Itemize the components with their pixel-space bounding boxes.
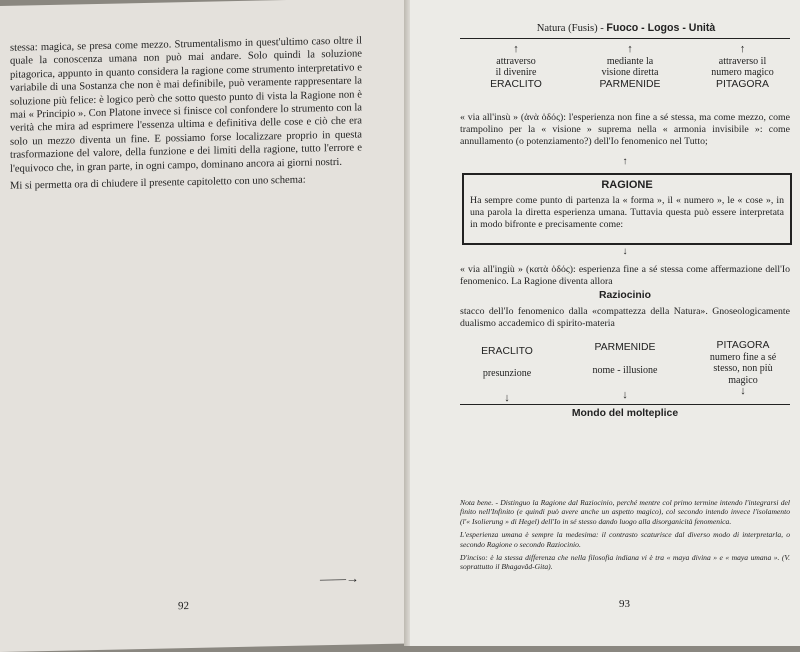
page-number-left: 92: [178, 600, 189, 613]
top-column-parmenide: [575, 44, 685, 90]
up-arrow-icon: ↑: [627, 43, 633, 55]
mondo-rule: [460, 404, 790, 405]
footnote-inciso: D'inciso: è la stessa differenza che nella filosofia indiana vi è tra « maya divina » e « maya umana ». (V. soprattutto il Bhagavâd-Gita).: [460, 553, 790, 572]
raziocinio-title: Raziocinio: [599, 290, 651, 301]
right-page: [410, 0, 800, 646]
continue-arrow: ——→: [320, 570, 359, 587]
left-page-text: [10, 34, 362, 197]
bottom-col-name: PARMENIDE: [594, 342, 656, 353]
top-col-line1: attraverso il: [718, 55, 767, 67]
top-col-line1: mediante la: [606, 55, 654, 67]
schema-heading-prefix: Natura (Fusis) -: [536, 23, 607, 34]
top-col-line2: il divenire: [495, 67, 537, 78]
via-all-insu-text: « via all'insù » (ἀνὰ ὁδός): l'esperienza non fine a sé stessa, ma come mezzo, come trampolino per la « visione » suprema nella « armonia invisibile »: come annullamento (o potenziamento?) dell'Io fenomenico nel Tutto;: [460, 112, 790, 147]
mondo-del-molteplice: Mondo del molteplice: [571, 408, 679, 419]
left-paragraph-1: stessa: magica, se presa come mezzo. Strumentalismo in quest'ultimo caso oltre il quale la conoscenza umana non può mai andare. Solo quindi la soluzione pitagorica, appunto in quanto considera la ragione come strumento interpretativo e variabile di una Sostanza che non è mai definibile, può veramente rappresentare la soluzione più felice: è logico però che sotto questo punto di vista la Ragione non è mai « Principio ». Con Platone invece si finisce col confondere lo strumento con la verità che mira ad esprimere l'essenza ultima e definitiva delle cose e ciò che era solo un mezzo diventa un fine. E possiamo forse localizzare proprio in questa trasformazione del valore, della funzione e dei limiti della ragione, tutto l'errore e l'equivoco che, in gran parte, in ogni campo, dominano ancora ai giorni nostri.: [10, 35, 362, 175]
heading-rule: [460, 38, 790, 39]
up-arrow-icon: ↑: [622, 156, 628, 167]
bottom-column-eraclito: [462, 346, 552, 405]
footnotes: [460, 498, 790, 576]
page-number-right: 93: [619, 598, 630, 610]
left-paragraph-2: Mi si permetta ora di chiudere il presente capitoletto con uno schema:: [10, 174, 306, 192]
ragione-title: RAGIONE: [601, 179, 653, 191]
footnote-nota-bene: Nota bene. - Distinguo la Ragione dal Raziocinio, perché mentre col primo termine intendo l'integrarsi del finito nell'Infinito (e quindi può avere anche un aspetto magico), col secondo intendo invece l'isolamento (l'« Isolierung » di Hegel) dell'Io in sé stesso dando luogo alla disorganicità fenomenica.: [460, 498, 790, 526]
up-arrow-icon: ↑: [513, 43, 519, 55]
bottom-column-pitagora: [698, 340, 788, 398]
bottom-column-parmenide: [575, 342, 675, 402]
bottom-col-name: ERACLITO: [481, 346, 533, 357]
schema-heading: [466, 22, 786, 34]
down-arrow-icon: ↓: [504, 392, 510, 404]
schema-heading-bold: Fuoco - Logos - Unità: [606, 22, 716, 34]
top-col-line1: attraverso: [496, 55, 536, 67]
via-all-ingiu-text: « via all'ingiù » (κατὰ ὁδός): esperienza fine a sé stessa come affermazione dell'Io fenomenico. La Ragione diventa allora: [460, 264, 790, 287]
bottom-col-desc: presunzione: [482, 367, 532, 379]
down-arrow-icon: ↓: [740, 385, 746, 397]
top-col-line2: numero magico: [711, 67, 774, 78]
top-col-name: ERACLITO: [490, 78, 542, 90]
up-arrow-icon: ↑: [739, 43, 746, 55]
top-column-eraclito: [466, 44, 566, 90]
ragione-box: [462, 173, 792, 245]
down-arrow-icon: ↓: [622, 389, 628, 401]
bottom-col-name: PITAGORA: [716, 340, 770, 351]
top-column-pitagora: [690, 44, 795, 90]
down-arrow-icon: ↓: [622, 246, 628, 257]
ragione-description: Ha sempre come punto di partenza la « forma », il « numero », le « cose », in una parola la diretta esperienza umana. Tuttavia questa può essere interpretata in modo bifronte e precisamente come:: [470, 195, 784, 230]
raziocinio-text: stacco dell'Io fenomenico dalla «compattezza della Natura». Gnoseologicamente dualismo accademico di spirito-materia: [460, 306, 790, 329]
top-col-name: PITAGORA: [716, 78, 769, 90]
bottom-col-desc: nome - illusione: [592, 364, 658, 376]
top-col-line2: visione diretta: [601, 67, 659, 78]
top-col-name: PARMENIDE: [599, 78, 661, 90]
footnote-esperienza: L'esperienza umana è sempre la medesima: il contrasto scaturisce dal diverso modo di interpretarla, o secondo Ragione o secondo Raziocinio.: [460, 530, 790, 549]
bottom-col-desc: numero fine a sé stesso, non più magico: [709, 351, 777, 386]
